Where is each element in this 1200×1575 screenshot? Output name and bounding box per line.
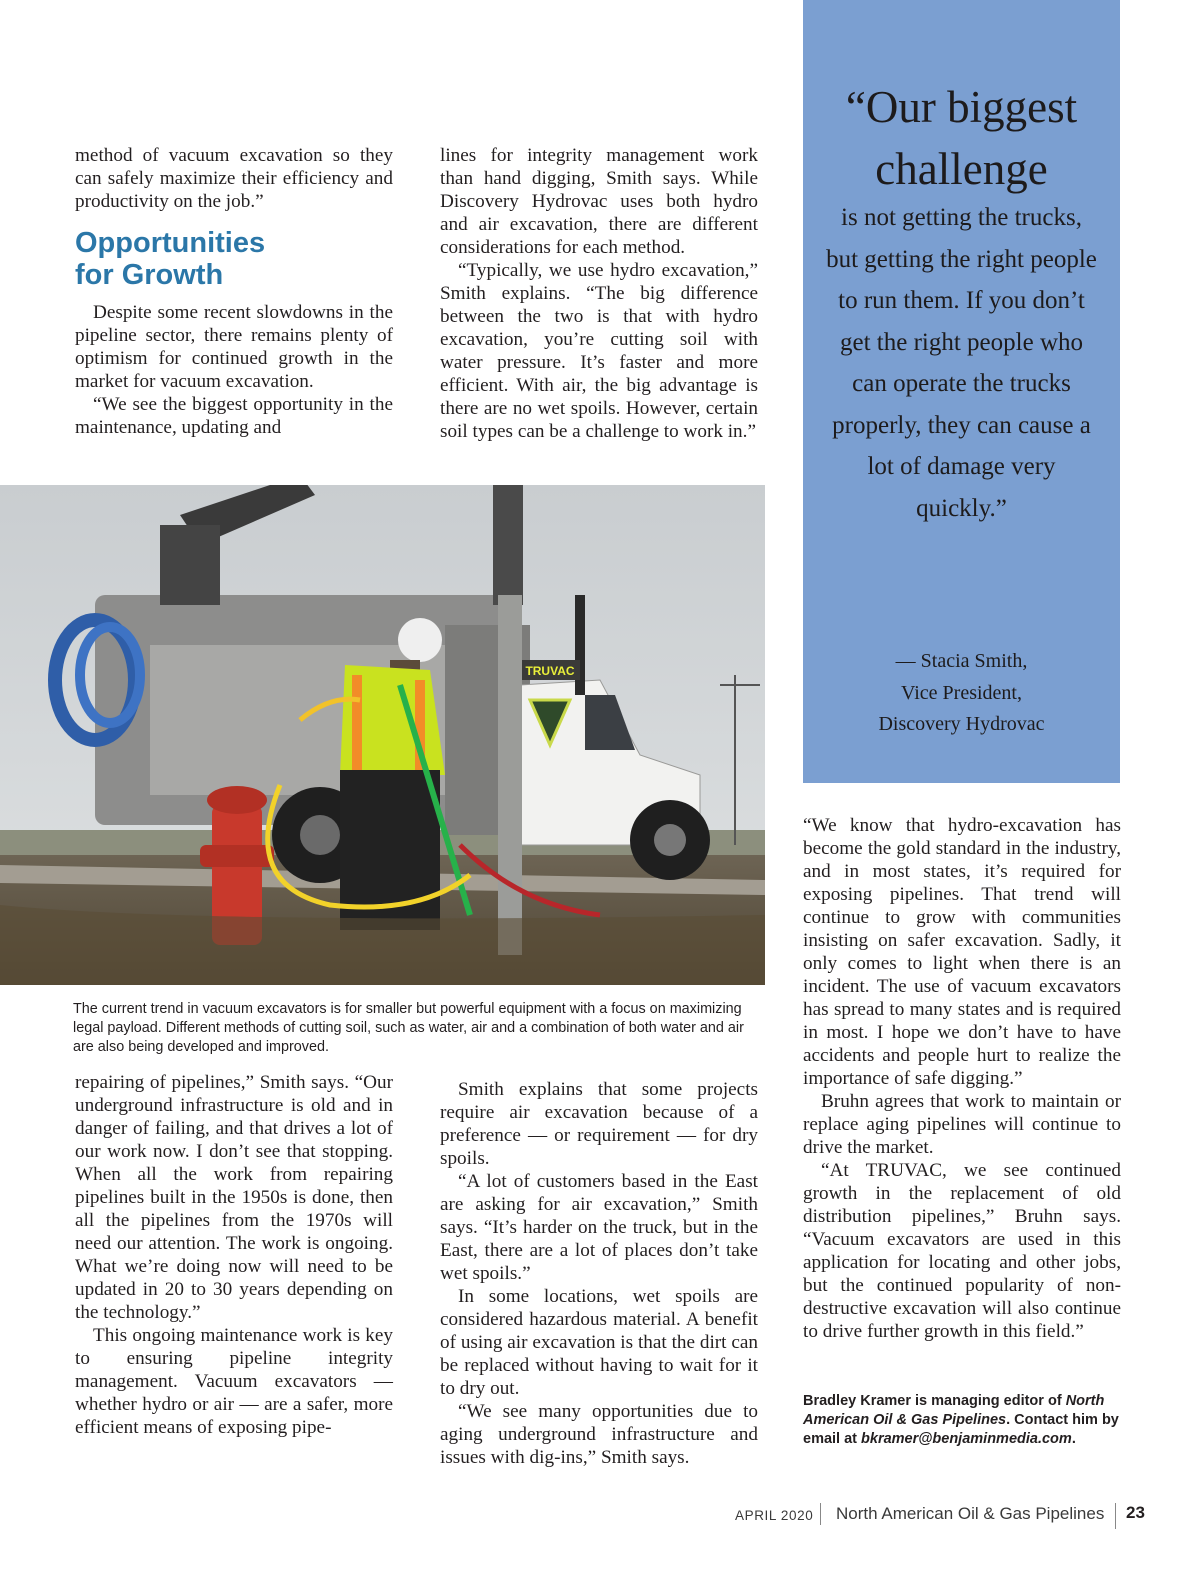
column-2-bottom: [440, 1078, 758, 1469]
body-paragraph: “We see the biggest opportunity in the maintenance, updating and: [75, 394, 393, 438]
vacuum-hose: [493, 485, 523, 605]
body-paragraph: This ongoing maintenance work is key to ensuring pipeline integrity management. Vacuum excavators — whether hydro or air — are a safer, more efficient means of exposing pipe-: [75, 1325, 393, 1438]
attribution-title: Vice President,: [901, 681, 1022, 704]
body-paragraph: method of vacuum excavation so they can safely maximize their efficiency and productivity on the job.”: [75, 145, 393, 212]
body-paragraph: Bruhn agrees that work to maintain or replace aging pipelines will continue to drive the market.: [803, 1091, 1121, 1158]
footer-divider: [1115, 1503, 1116, 1529]
body-paragraph: In some locations, wet spoils are considered hazardous material. A benefit of using air excavation is that the dirt can be replaced without having to wait for it to dry out.: [440, 1286, 758, 1399]
footer-date: APRIL 2020: [735, 1508, 814, 1523]
pull-quote-line1: “Our biggest: [845, 82, 1078, 132]
page-number: 23: [1126, 1503, 1145, 1522]
body-paragraph: lines for integrity management work than hand digging, Smith says. While Discovery Hydrovac uses both hydro and air excavation, there are different considerations for each method.: [440, 145, 758, 258]
section-heading-line2: for Growth: [75, 259, 224, 291]
column-2-top: [440, 144, 758, 443]
footer-magazine-title: North American Oil & Gas Pipelines: [836, 1504, 1105, 1523]
body-paragraph: Despite some recent slowdowns in the pipeline sector, there remains plenty of optimism for continued growth in the market for vacuum excavation.: [75, 302, 393, 392]
attribution-name: — Stacia Smith,: [895, 650, 1028, 672]
body-paragraph: “We see many opportunities due to aging underground infrastructure and issues with dig-ins,” Smith says.: [440, 1401, 758, 1468]
pull-quote-box: [803, 0, 1120, 783]
bio-suffix: .: [1071, 1431, 1076, 1447]
truck-photo-illustration: [0, 485, 765, 985]
body-paragraph: “At TRUVAC, we see continued growth in the replacement of old distribution pipelines,” Bruhn says. “Vacuum excavators are used in this application for locating and other jobs, but the continued popularity of non-destructive excavation will also continue to drive further growth in this field.”: [803, 1160, 1121, 1342]
photo-caption: The current trend in vacuum excavators is for smaller but powerful equipment with a focus on maximizing legal payload. Different methods of cutting soil, such as water, air and a combination of both water and air are also being developed and improved.: [73, 1001, 744, 1055]
pull-quote-attribution: [803, 646, 1120, 741]
author-email-link[interactable]: bkramer@benjaminmedia.com: [861, 1431, 1072, 1447]
section-heading: [75, 227, 393, 291]
bio-prefix: Bradley Kramer is managing editor of: [803, 1393, 1066, 1409]
vacuum-tube: [498, 595, 522, 955]
attribution-company: Discovery Hydrovac: [878, 713, 1045, 735]
page-footer: [730, 1503, 1160, 1529]
body-paragraph: Smith explains that some projects require air excavation because of a preference — or requirement — for dry spoils.: [440, 1079, 758, 1169]
pull-quote-body: is not getting the trucks, but getting the right people to run them. If you don’t get the right people who can operate the trucks properly, they can cause a lot of damage very quickly.”: [826, 204, 1097, 522]
footer-divider: [820, 1503, 821, 1525]
section-heading-line1: Opportunities: [75, 227, 266, 259]
pull-quote-line2: challenge: [875, 144, 1048, 194]
article-photo: [0, 485, 765, 985]
bio-middle: . Contact him by email at: [803, 1412, 1119, 1447]
column-1-bottom: [75, 1071, 393, 1439]
author-bio: [803, 1392, 1121, 1449]
column-3-bottom: [803, 814, 1121, 1343]
bio-publication: North American Oil & Gas Pipelines: [803, 1393, 1105, 1428]
truck-brand-text: TRUVAC: [525, 664, 575, 678]
body-paragraph: “Typically, we use hydro excavation,” Smith explains. “The big difference between the two is that with hydro excavation, you’re cutting soil with water pressure. It’s faster and more efficient. With air, the big advantage is there are no wet spoils. However, certain soil types can be a challenge to work in.”: [440, 260, 758, 442]
column-1-top: [75, 144, 393, 439]
body-paragraph: “We know that hydro-excavation has become the gold standard in the industry, and in most states, it’s required for exposing pipelines. That trend will continue to grow with communities insisting on safer excavation. Sadly, it only comes to light when there is an incident. The use of vacuum excavators has spread to many states and is required in most. I hope we don’t have to have accidents and people hurt to realize the importance of safe digging.”: [803, 815, 1121, 1089]
body-paragraph: “A lot of customers based in the East are asking for air excavation,” Smith says. “It’s harder on the truck, but in the East, there are a lot of places don’t take wet spoils.”: [440, 1171, 758, 1284]
body-paragraph: repairing of pipelines,” Smith says. “Our underground infrastructure is old and in danger of failing, and that drives a lot of our work now. I don’t see that stopping. When all the work from repairing pipelines built in the 1950s is done, then all the pipelines from the 1970s will need our attention. The work is ongoing. What we’re doing now will need to be updated in 20 to 30 years depending on the technology.”: [75, 1072, 393, 1323]
